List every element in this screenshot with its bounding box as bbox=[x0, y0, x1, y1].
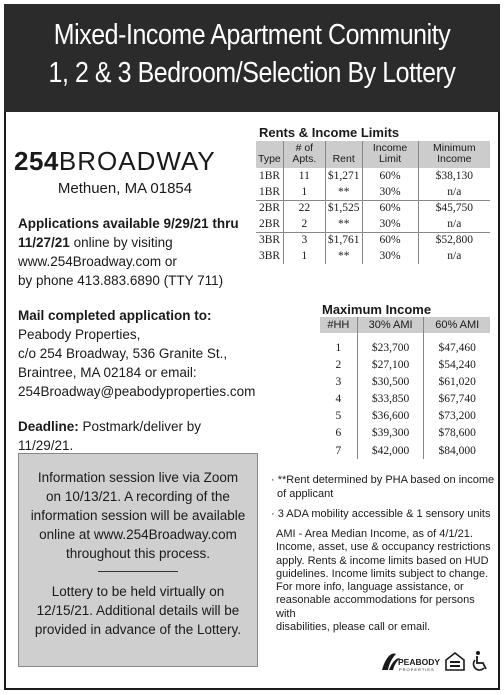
cell: n/a bbox=[418, 248, 490, 264]
ami-line-5: For more info, language assistance, or bbox=[276, 581, 464, 594]
cell: $38,130 bbox=[418, 168, 490, 184]
cell: $36,600 bbox=[357, 408, 424, 425]
property-number: 254 bbox=[14, 146, 59, 176]
cell: $27,100 bbox=[357, 356, 424, 373]
table-row bbox=[256, 200, 490, 216]
cell: 3BR bbox=[256, 232, 283, 248]
table-row bbox=[320, 408, 490, 425]
cell: $45,750 bbox=[418, 200, 490, 216]
cell: $54,240 bbox=[424, 356, 490, 373]
cell: 22 bbox=[283, 200, 325, 216]
applications-phone[interactable]: by phone 413.883.6890 (TTY 711) bbox=[18, 273, 224, 288]
applications-online-text: online by visiting bbox=[69, 235, 173, 250]
peabody-logo bbox=[382, 654, 440, 672]
ami-line-1: AMI - Area Median Income, as of 4/1/21. bbox=[276, 528, 473, 540]
cell: 3BR bbox=[259, 250, 281, 262]
col-income-limit: Income Limit bbox=[362, 141, 418, 168]
cell: 2 bbox=[335, 358, 342, 371]
mail-email[interactable]: 254Broadway@peabodyproperties.com bbox=[18, 384, 256, 399]
ami-line-4: guidelines. Income limits subject to change. bbox=[276, 567, 489, 580]
max-income-header-row bbox=[320, 317, 490, 333]
cell: 60% bbox=[362, 232, 418, 248]
lottery-line-3: provided in advance of the Lottery. bbox=[34, 622, 242, 637]
info-session-line-4: online at www.254Broadway.com bbox=[39, 527, 237, 542]
table-row bbox=[256, 184, 490, 200]
cell: ** bbox=[325, 216, 362, 232]
cell: $61,020 bbox=[424, 373, 490, 390]
cell: $78,600 bbox=[424, 425, 490, 442]
cell: 2 bbox=[283, 216, 325, 232]
lottery-line-1: Lottery to be held virtually on bbox=[51, 584, 225, 599]
rent-note bbox=[271, 474, 494, 501]
cell: $67,740 bbox=[424, 390, 490, 407]
table-row bbox=[320, 425, 490, 442]
cell: 4 bbox=[335, 392, 342, 405]
col-household: #HH bbox=[320, 317, 357, 333]
table-row bbox=[256, 168, 490, 184]
applications-block bbox=[18, 214, 248, 290]
header-line-1: Mixed-Income Apartment Community bbox=[53, 19, 451, 51]
max-income-table bbox=[320, 317, 490, 459]
info-session-line-1: Information session live via Zoom bbox=[37, 470, 239, 485]
deadline-text: Postmark/deliver by 11/29/21. bbox=[18, 419, 202, 453]
deadline-label: Deadline: bbox=[18, 419, 79, 434]
table-row bbox=[256, 248, 490, 264]
rents-header-row bbox=[256, 141, 490, 168]
cell: 1 bbox=[283, 248, 325, 264]
cell: n/a bbox=[418, 184, 490, 200]
deadline bbox=[18, 417, 258, 455]
equal-housing-icon bbox=[446, 653, 464, 670]
cell: 2BR bbox=[256, 200, 283, 216]
col-rent: Rent bbox=[325, 141, 362, 168]
cell: 7 bbox=[335, 444, 342, 457]
table-row bbox=[256, 216, 490, 232]
max-income-title: Maximum Income bbox=[322, 302, 432, 317]
ada-note: · 3 ADA mobility accessible & 1 sensory units bbox=[271, 508, 491, 520]
applications-website[interactable]: www.254Broadway.com or bbox=[18, 254, 177, 269]
cell: ** bbox=[325, 184, 362, 200]
col-type: Type bbox=[256, 141, 283, 168]
table-row bbox=[320, 373, 490, 390]
peabody-subtitle: PROPERTIES bbox=[399, 667, 435, 672]
cell: 1BR bbox=[259, 170, 281, 182]
lottery-line-2: 12/15/21. Additional details will be bbox=[36, 603, 240, 618]
cell: n/a bbox=[418, 216, 490, 232]
col-apts: # of Apts. bbox=[283, 141, 325, 168]
cell: 1 bbox=[335, 341, 342, 354]
info-session-box bbox=[18, 453, 258, 667]
rents-table bbox=[256, 141, 490, 264]
cell: 60% bbox=[362, 200, 418, 216]
info-session-line-5: throughout this process. bbox=[65, 546, 211, 561]
cell: $23,700 bbox=[357, 333, 424, 356]
mail-block bbox=[18, 306, 258, 401]
property-street: BROADWAY bbox=[58, 146, 216, 176]
cell: ** bbox=[325, 248, 362, 264]
property-name bbox=[14, 146, 254, 177]
cell: $1,525 bbox=[325, 200, 362, 216]
footer-logos bbox=[380, 648, 494, 674]
cell: 30% bbox=[362, 184, 418, 200]
mail-line-2: c/o 254 Broadway, 536 Granite St., bbox=[18, 346, 228, 361]
cell: 3 bbox=[335, 375, 342, 388]
cell: $30,500 bbox=[357, 373, 424, 390]
cell: 11 bbox=[283, 168, 325, 184]
page-header bbox=[4, 4, 500, 112]
peabody-wordmark: PEABODY bbox=[398, 657, 441, 667]
cell: 60% bbox=[362, 168, 418, 184]
col-min-income: Minimum Income bbox=[418, 141, 490, 168]
ami-line-6: reasonable accommodations for persons with bbox=[276, 594, 475, 620]
cell: $52,800 bbox=[418, 232, 490, 248]
mail-line-3: Braintree, MA 02184 or email: bbox=[18, 365, 197, 380]
table-row bbox=[256, 232, 490, 248]
header-line-2: 1, 2 & 3 Bedroom/Selection By Lottery bbox=[48, 57, 456, 89]
cell: 6 bbox=[335, 427, 342, 440]
accessibility-icon bbox=[473, 651, 486, 670]
cell: $33,850 bbox=[357, 390, 424, 407]
col-30-ami: 30% AMI bbox=[357, 317, 424, 333]
cell: 3 bbox=[283, 232, 325, 248]
table-row bbox=[320, 333, 490, 356]
ami-line-3: apply. Rents & income limits based on HUD bbox=[276, 554, 489, 567]
ami-line-2: Income, asset, use & occupancy restrictions bbox=[276, 541, 491, 554]
info-session-line-2: on 10/13/21. A recording of the bbox=[46, 489, 230, 504]
property-city: Methuen, MA 01854 bbox=[57, 180, 193, 197]
cell: $1,761 bbox=[325, 232, 362, 248]
table-row bbox=[320, 442, 490, 459]
rent-note-line-2: of applicant bbox=[277, 487, 334, 500]
cell: 5 bbox=[335, 410, 342, 423]
table-row bbox=[320, 390, 490, 407]
table-row bbox=[320, 356, 490, 373]
cell: 2BR bbox=[259, 217, 281, 230]
applications-dates: Applications available 9/29/21 thru 11/27/21 bbox=[18, 216, 239, 250]
cell: $84,000 bbox=[424, 442, 490, 459]
info-session-line-3: information session will be available bbox=[30, 508, 246, 523]
cell: 1BR bbox=[259, 185, 281, 198]
cell: $1,271 bbox=[325, 168, 362, 184]
cell: $73,200 bbox=[424, 408, 490, 425]
divider bbox=[98, 571, 178, 572]
cell: $42,000 bbox=[357, 442, 424, 459]
cell: $47,460 bbox=[424, 333, 490, 356]
ami-disclaimer bbox=[276, 528, 492, 634]
mail-title: Mail completed application to: bbox=[18, 308, 212, 323]
cell: 30% bbox=[362, 248, 418, 264]
cell: $39,300 bbox=[357, 425, 424, 442]
cell: 30% bbox=[362, 216, 418, 232]
rent-note-line-1: · **Rent determined by PHA based on income bbox=[271, 474, 495, 486]
mail-line-1: Peabody Properties, bbox=[18, 327, 141, 342]
col-60-ami: 60% AMI bbox=[424, 317, 490, 333]
rents-table-title: Rents & Income Limits bbox=[259, 125, 400, 140]
ami-line-7: disabilities, please call or email. bbox=[276, 621, 431, 634]
cell: 1 bbox=[283, 184, 325, 200]
